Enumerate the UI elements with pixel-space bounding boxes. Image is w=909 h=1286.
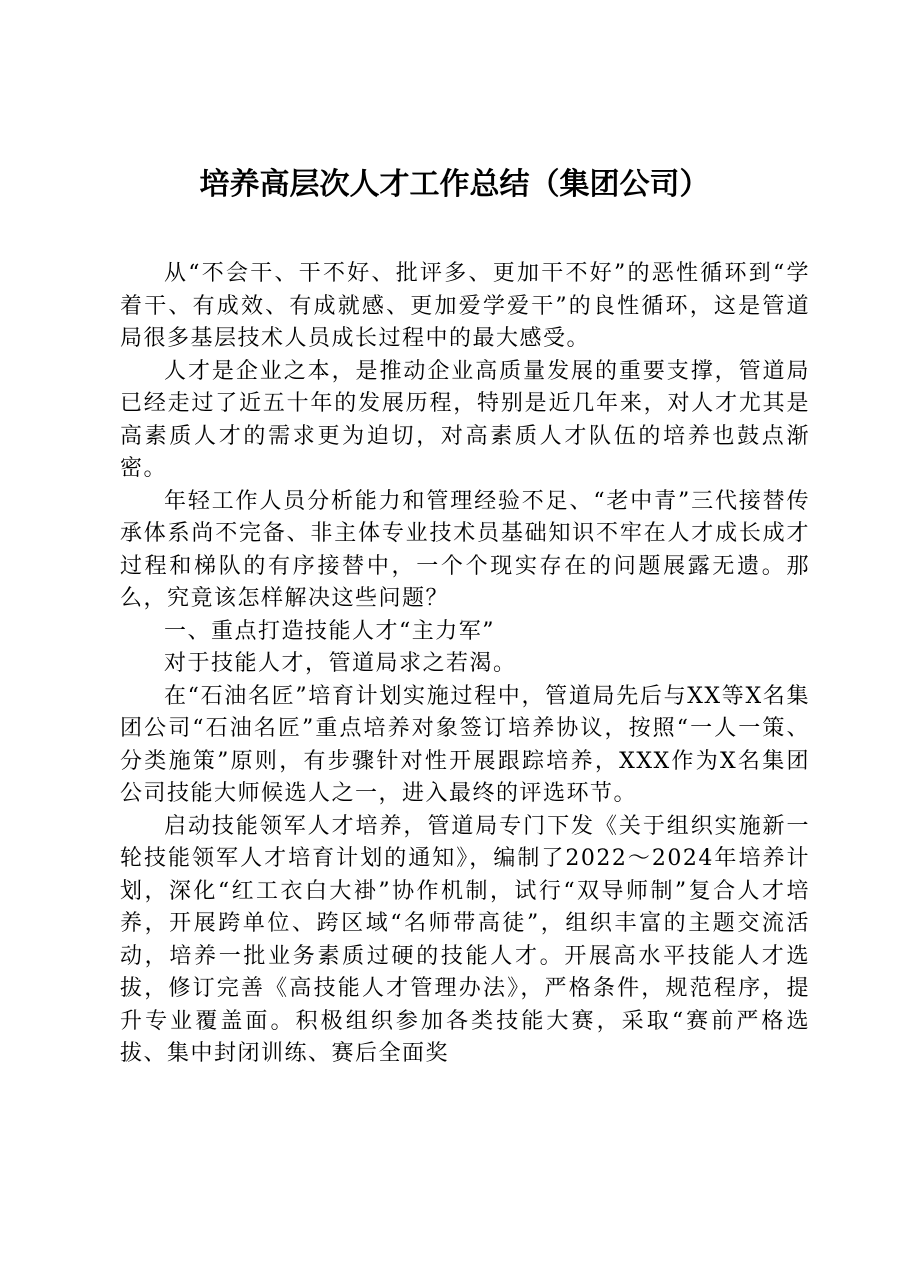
document-body — [120, 258, 810, 1071]
paragraph: 人才是企业之本，是推动企业高质量发展的重要支撑，管道局已经走过了近五十年的发展历程，特别是近几年来，对人才尤其是高素质人才的需求更为迫切，对高素质人才队伍的培养也鼓点渐密。 — [120, 358, 810, 481]
section-heading: 一、重点打造技能人才“主力军” — [164, 618, 495, 644]
paragraph: 对于技能人才，管道局求之若渴。 — [164, 651, 517, 676]
paragraph: 从“不会干、干不好、批评多、更加干不好”的恶性循环到“学着干、有成效、有成就感、更加爱学爱干”的良性循环，这是管道局很多基层技术人员成长过程中的最大感受。 — [120, 261, 810, 351]
document-title: 培养高层次人才工作总结（集团公司） — [199, 167, 710, 202]
paragraph: 启动技能领军人才培养，管道局专门下发《关于组织实施新一轮技能领军人才培育计划的通知》，编制了2022～2024年培养计划，深化“红工衣白大褂”协作机制，试行“双导师制”复合人才培养，开展跨单位、跨区域“名师带高徒”，组织丰富的主题交流活动，培养一批业务素质过硬的技能人才。开展高水平技能人才选拔，修订完善《高技能人才管理办法》，严格条件，规范程序，提升专业覆盖面。积极组织参加各类技能大赛，采取“赛前严格选拔、集中封闭训练、赛后全面奖 — [120, 813, 810, 1066]
paragraph: 在“石油名匠”培育计划实施过程中，管道局先后与XX等X名集团公司“石油名匠”重点培养对象签订培养协议，按照“一人一策、分类施策”原则，有步骤针对性开展跟踪培养，XXX作为X名集团公司技能大师候选人之一，进入最终的评选环节。 — [120, 683, 810, 806]
paragraph: 年轻工作人员分析能力和管理经验不足、“老中青”三代接替传承体系尚不完备、非主体专业技术员基础知识不牢在人才成长成才过程和梯队的有序接替中，一个个现实存在的问题展露无遗。那么，究竟该怎样解决这些问题？ — [120, 488, 810, 611]
